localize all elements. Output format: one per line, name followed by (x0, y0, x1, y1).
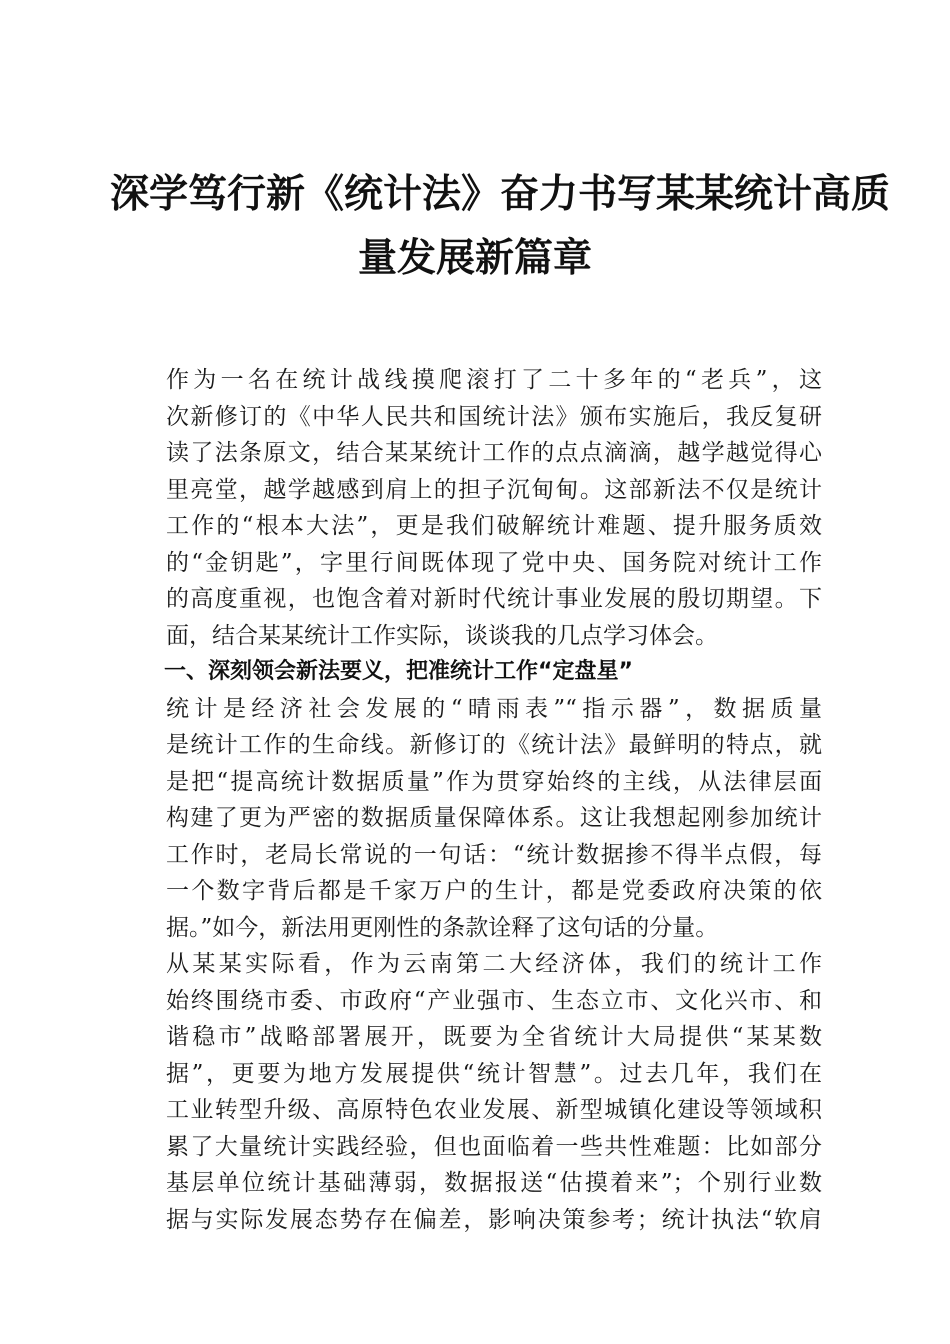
text-line: 读了法条原文，结合某某统计工作的点点滴滴，越学越觉得心 (166, 440, 822, 466)
text-line: 累了大量统计实践经验，但也面临着一些共性难题：比如部分 (166, 1133, 822, 1160)
document-title (110, 162, 891, 290)
paragraph-section1-b (120, 946, 822, 1238)
text-line: 次新修订的《中华人民共和国统计法》颁布实施后，我反复研 (166, 403, 822, 430)
title-line: 深学笃行新《统计法》奋力书写某某统计高质 (110, 171, 891, 217)
text-line: 面，结合某某统计工作实际，谈谈我的几点学习体会。 (166, 622, 718, 649)
text-line: 据。”如今，新法用更刚性的条款诠释了这句话的分量。 (166, 914, 719, 941)
text-line: 是把“提高统计数据质量”作为贯穿始终的主线，从法律层面 (166, 768, 822, 795)
text-line: 据与实际发展态势存在偏差，影响决策参考；统计执法“软肩 (166, 1206, 822, 1233)
document-body (120, 362, 822, 1238)
text-line: 据”，更要为地方发展提供“统计智慧”。过去几年，我们在 (166, 1060, 822, 1087)
text-line: 的“金钥匙”，字里行间既体现了党中央、国务院对统计工作 (166, 549, 822, 576)
paragraph-intro (120, 362, 822, 654)
text-line: 一个数字背后都是千家万户的生计，都是党委政府决策的依 (166, 878, 822, 904)
title-line: 量发展新篇章 (357, 235, 592, 281)
text-line: 里亮堂，越学越感到肩上的担子沉甸甸。这部新法不仅是统计 (166, 476, 822, 503)
text-line: 是统计工作的生命线。新修订的《统计法》最鲜明的特点，就 (166, 732, 822, 758)
text-line: 的高度重视，也饱含着对新时代统计事业发展的殷切期望。下 (166, 586, 822, 612)
text-line: 谐稳市”战略部署展开，既要为全省统计大局提供“某某数 (166, 1024, 822, 1050)
paragraph-section1-a (120, 691, 822, 947)
text-line: 工作的“根本大法”，更是我们破解统计难题、提升服务质效 (166, 513, 822, 539)
text-line: 统计是经济社会发展的“晴雨表”“指示器”，数据质量 (166, 695, 822, 722)
text-line: 始终围绕市委、市政府“产业强市、生态立市、文化兴市、和 (166, 987, 822, 1014)
text-line: 从某某实际看，作为云南第二大经济体，我们的统计工作 (166, 951, 822, 977)
text-line: 构建了更为严密的数据质量保障体系。这让我想起刚参加统计 (166, 805, 822, 831)
text-line: 工业转型升级、高原特色农业发展、新型城镇化建设等领域积 (166, 1097, 822, 1123)
section-heading-1: 一、深刻领会新法要义，把准统计工作“定盘星” (164, 659, 633, 684)
text-line: 作为一名在统计战线摸爬滚打了二十多年的“老兵”，这 (166, 367, 822, 393)
text-line: 工作时，老局长常说的一句话：“统计数据掺不得半点假，每 (166, 841, 822, 868)
text-line: 基层单位统计基础薄弱，数据报送“估摸着来”；个别行业数 (166, 1170, 822, 1196)
